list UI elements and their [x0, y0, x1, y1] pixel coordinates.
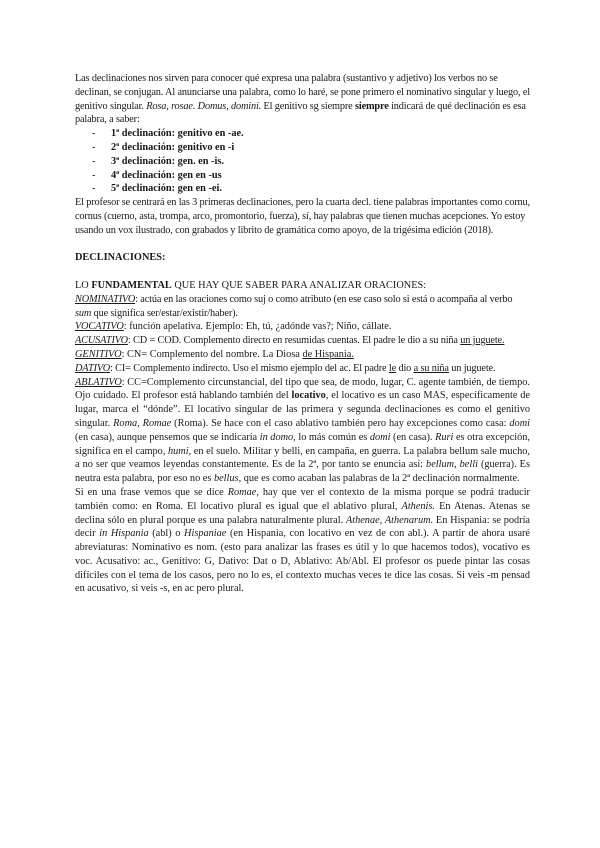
declination-item-5: - 5ª declinación: gen en -ei. — [92, 183, 222, 195]
genitivo-entry: GENITIVO: CN= Complemento del nombre. La Diosa de Hispania. — [75, 348, 354, 360]
fundamental-line: LO FUNDAMENTAL QUE HAY QUE SABER PARA ANALIZAR ORACIONES: — [75, 279, 427, 291]
dash-bullet: - — [92, 155, 96, 167]
vocativo-entry: VOCATIVO: función apelativa. Ejemplo: Eh, tú, ¿adónde vas?; Niño, cállate. — [75, 321, 392, 333]
declination-item-4: - 4ª declinación: gen en -us — [92, 169, 222, 181]
case-label-ablativo: ABLATIVO — [75, 376, 122, 388]
declination-item-3: - 3ª declinación: gen. en -is. — [92, 155, 224, 167]
dash-bullet: - — [92, 169, 96, 181]
intro-siempre: siempre — [355, 100, 389, 112]
declination-list — [75, 127, 530, 196]
final-paragraph: Si en una frase vemos que se dice Romae, hay que ver el contexto de la misma porque se podrá traducir también como: en Roma. El locativo plural es igual que el ablativo plural, Athenis. En Atenas. Atenas se declina sólo en plural porque es una palabra naturalmente plural. Athenae, Athenarum. En Hispania: se podría decir in Hispania (abl) o Hispaniae (en Hispania, con locativo en vez de con abl.). A partir de ahora usaré abreviaturas: Nominativo es nom. (esto para analizar las frases es útil y lo que hacemos todos), vocativo es voc. Acusativo: ac., Genitivo: G, Dativo: Dat o D, Ablativo: Ab/Abl. El profesor os puede pintar las cosas difíciles con el tema de los casos, pero no lo es, el contexto muchas veces te dice las cosas. Si veis -m pensad en acusativo, si veis -s, en ac pero plural. — [75, 486, 531, 595]
acusativo-entry: ACUSATIVO: CD = COD. Complemento directo en resumidas cuentas. El padre le dio a su niña un juguete. — [75, 335, 505, 347]
intro-text-3: indicará de qué declinación es esa palabra, a saber: — [75, 100, 526, 126]
dash-bullet: - — [92, 141, 96, 153]
declination-item-1: - 1ª declinación: genitivo en -ae. — [92, 128, 244, 140]
case-label-acusativo: ACUSATIVO — [75, 335, 128, 347]
section-heading: DECLINACIONES: — [75, 252, 166, 264]
declination-item-2: - 2ª declinación: genitivo en -i — [92, 141, 235, 153]
document-page — [75, 72, 530, 596]
nominativo-entry: NOMINATIVO: actúa en las oraciones como suj o como atributo (en ese caso solo si está o acompaña al verbo sum que significa ser/estar/existir/haber). — [75, 293, 513, 319]
intro-text: Las declinaciones nos sirven para conocer qué expresa una palabra (sustantivo y adjetivo) los verbos no se declinan, se conjugan. Al anunciarse una palabra, como lo haré, se pone primero el nominativo singular y luego, el genitivo singular. — [75, 73, 530, 112]
case-label-genitivo: GENITIVO — [75, 348, 122, 360]
case-label-vocativo: VOCATIVO — [75, 321, 124, 333]
case-label-dativo: DATIVO — [75, 362, 111, 374]
dash-bullet: - — [92, 183, 96, 195]
dash-bullet: - — [92, 128, 96, 140]
intro-paragraph — [75, 72, 530, 127]
profesor-paragraph: El profesor se centrará en las 3 primeras declinaciones, pero la cuarta decl. tiene palabras importantes como cornu, cornus (cuerno, asta, trompa, arco, promontorio, fuerza), sí, hay palabras que tienen muchas acepciones. Yo estoy usando un vox ilustrado, con grabados y librito de gramática como apoyo, de la trigésima edición (2018). — [75, 197, 530, 236]
intro-examples: Rosa, rosae. Domus, domini. — [146, 100, 262, 112]
intro-text-2: El genitivo sg siempre — [261, 100, 355, 112]
ablativo-entry: ABLATIVO: CC=Complemento circunstancial, del tipo que sea, de modo, lugar, C. agente también, de tiempo. Ojo cuidado. El profesor está hablando también del locativo, el locativo es un caso MAS, específicamente de lugar, marca el “dónde”. El locativo singular de las primera y segunda declinaciones es como el genitivo singular. Roma, Romae (Roma). Se hace con el caso ablativo también pero hay excepciones como casa: domi (en casa), aunque pensemos que se indicaría in domo, lo más común es domi (en casa). Ruri es otra excepción, significa en el campo, humi, en el suelo. Militar y belli, en campaña, en guerra. La palabra bellum sale mucho, a no ser que veamos leyendas constantemente. Es de la 2ª, por tanto se enuncia así: bellum, belli (guerra). Es neutra esta palabra, por eso no es bellus, que es como acaban las palabras de la 2ª declinación normalmente. — [75, 376, 530, 485]
case-label-nominativo: NOMINATIVO — [75, 293, 136, 305]
dativo-entry: DATIVO: CI= Complemento indirecto. Uso el mismo ejemplo del ac. El padre le dio a su niña un juguete. — [75, 362, 496, 374]
